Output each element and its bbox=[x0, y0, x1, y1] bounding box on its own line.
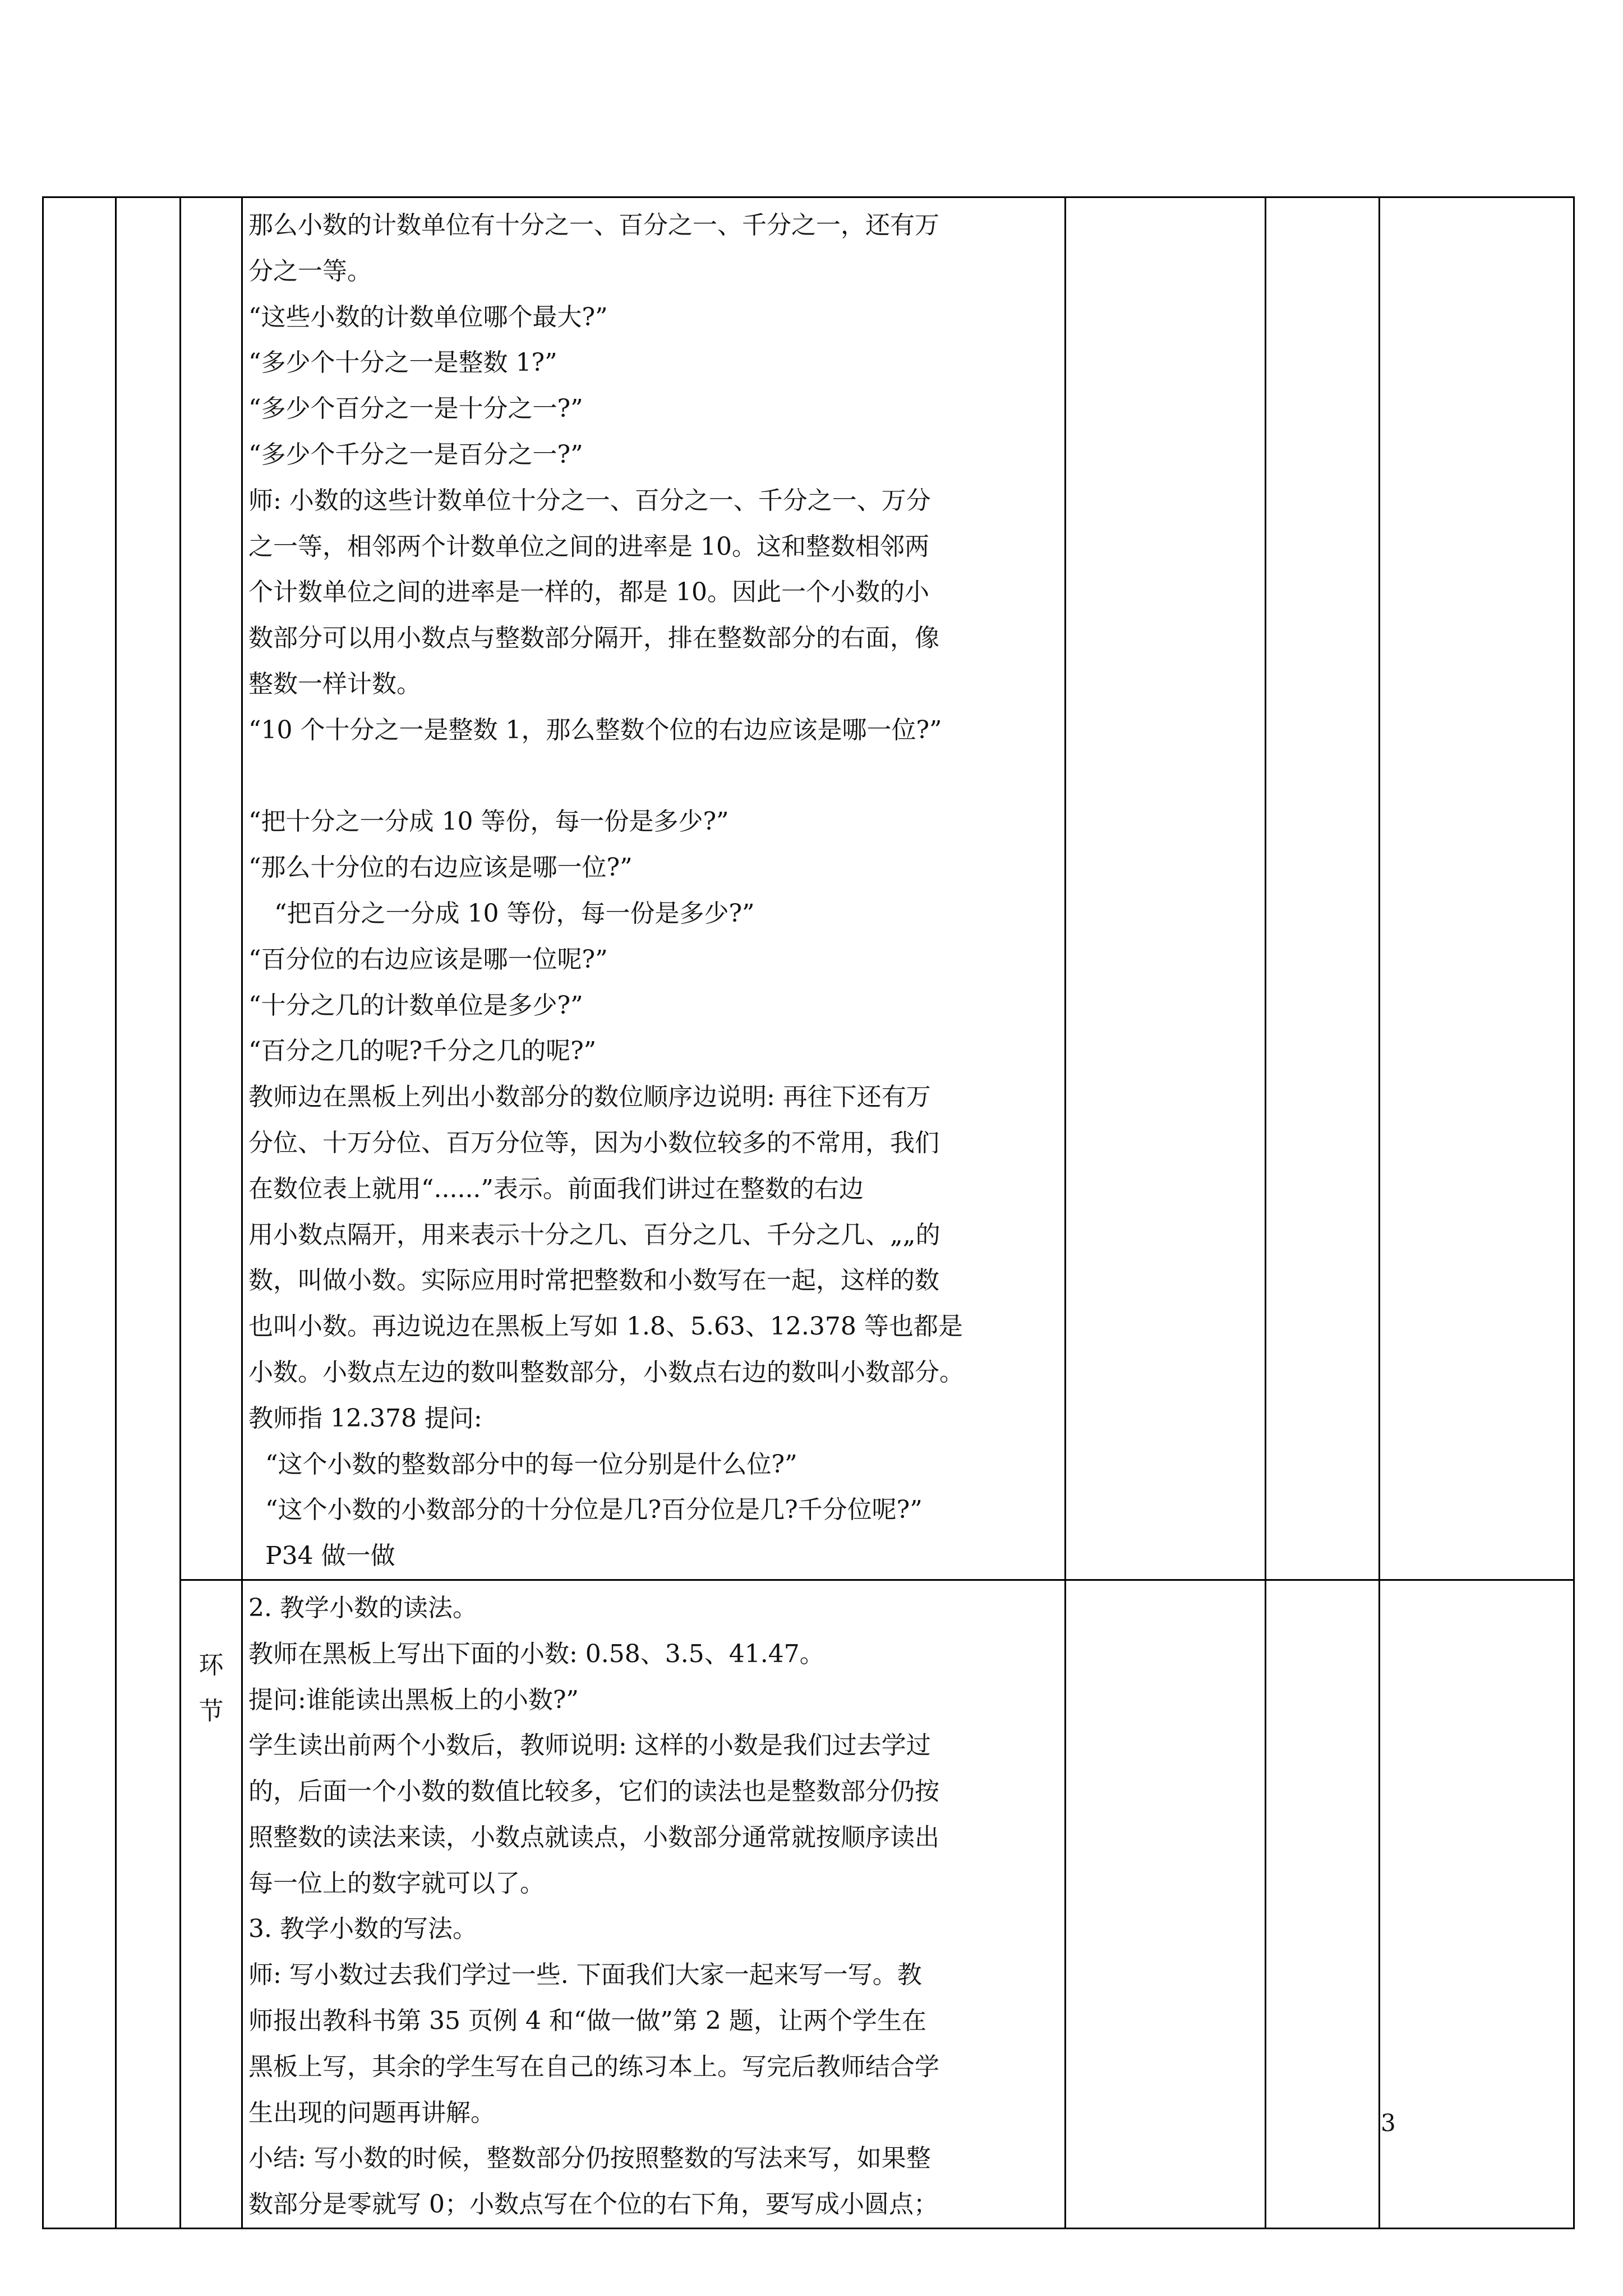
text-line: 分之一等。 bbox=[248, 256, 372, 286]
text-line: “多少个千分之一是百分之一?” bbox=[248, 440, 583, 469]
empty-cell bbox=[116, 197, 181, 2229]
text-line: “10 个十分之一是整数 1，那么整数个位的右边应该是哪一位?” bbox=[248, 715, 942, 744]
text-line: 数，叫做小数。实际应用时常把整数和小数写在一起，这样的数 bbox=[248, 1266, 939, 1295]
text-line: “那么十分位的右边应该是哪一位?” bbox=[248, 853, 633, 882]
text-line: 个计数单位之间的进率是一样的，都是 10。因此一个小数的小 bbox=[248, 578, 929, 607]
text-line: 用小数点隔开，用来表示十分之几、百分之几、千分之几、„„的 bbox=[248, 1220, 940, 1249]
table-row bbox=[43, 197, 1574, 1580]
content-cell bbox=[242, 197, 1066, 1580]
text-line: “把百分之一分成 10 等份，每一份是多少?” bbox=[274, 899, 755, 928]
table-row bbox=[43, 1580, 1574, 2228]
text-line: 也叫小数。再边说边在黑板上写如 1.8、5.63、12.378 等也都是 bbox=[248, 1312, 963, 1341]
text-line: “百分之几的呢?千分之几的呢?” bbox=[248, 1037, 597, 1066]
text-line: “多少个百分之一是十分之一?” bbox=[248, 394, 583, 424]
empty-cell bbox=[1066, 197, 1266, 1580]
text-line: “多少个十分之一是整数 1?” bbox=[248, 348, 557, 378]
empty-cell bbox=[1266, 197, 1380, 1580]
text-line: 师报出教科书第 35 页例 4 和“做一做”第 2 题，让两个学生在 bbox=[248, 2007, 926, 2036]
text-line: “百分位的右边应该是哪一位呢?” bbox=[248, 945, 608, 974]
text-line: 2. 教学小数的读法。 bbox=[248, 1593, 477, 1622]
empty-cell bbox=[1066, 1580, 1266, 2228]
text-line: 小数。小数点左边的数叫整数部分，小数点右边的数叫小数部分。 bbox=[248, 1358, 964, 1387]
section-label-char: 节 bbox=[199, 1696, 224, 1726]
text-line: 整数一样计数。 bbox=[248, 669, 421, 698]
text-line: 分位、十万分位、百万分位等，因为小数位较多的不常用，我们 bbox=[248, 1128, 939, 1157]
text-line: 黑板上写，其余的学生写在自己的练习本上。写完后教师结合学 bbox=[248, 2052, 939, 2081]
text-line: 提问:谁能读出黑板上的小数?” bbox=[248, 1685, 579, 1714]
section-label-char: 环 bbox=[199, 1650, 224, 1680]
text-line: 3. 教学小数的写法。 bbox=[248, 1915, 477, 1944]
text-line: 照整数的读法来读，小数点就读点，小数部分通常就按顺序读出 bbox=[248, 1823, 939, 1852]
section-label bbox=[181, 1581, 241, 1734]
text-line: “把十分之一分成 10 等份，每一份是多少?” bbox=[248, 807, 729, 836]
empty-cell bbox=[1380, 1580, 1574, 2228]
text-line: 教师指 12.378 提问: bbox=[248, 1404, 482, 1433]
text-line: 教师边在黑板上列出小数部分的数位顺序边说明: 再往下还有万 bbox=[248, 1083, 931, 1112]
empty-cell bbox=[1380, 197, 1574, 1580]
text-line: 在数位表上就用“......”表示。前面我们讲过在整数的右边 bbox=[248, 1174, 864, 1203]
text-line: “这个小数的小数部分的十分位是几?百分位是几?千分位呢?” bbox=[265, 1496, 923, 1525]
text-line: 那么小数的计数单位有十分之一、百分之一、千分之一，还有万 bbox=[248, 211, 939, 240]
text-line: 生出现的问题再讲解。 bbox=[248, 2098, 495, 2127]
text-line: 师: 小数的这些计数单位十分之一、百分之一、千分之一、万分 bbox=[248, 486, 931, 515]
text-line: 教师在黑板上写出下面的小数: 0.58、3.5、41.47。 bbox=[248, 1639, 824, 1668]
text-line: “这个小数的整数部分中的每一位分别是什么位?” bbox=[265, 1450, 797, 1479]
text-line: 数部分是零就写 0；小数点写在个位的右下角，要写成小圆点； bbox=[248, 2190, 938, 2219]
text-line: P34 做一做 bbox=[265, 1542, 395, 1571]
text-line: 小结: 写小数的时候，整数部分仍按照整数的写法来写，如果整 bbox=[248, 2144, 931, 2173]
text-line: “这些小数的计数单位哪个最大?” bbox=[248, 302, 608, 332]
text-line: 数部分可以用小数点与整数部分隔开，排在整数部分的右面，像 bbox=[248, 624, 939, 653]
page-number: 3 bbox=[1381, 2109, 1396, 2137]
text-line: 学生读出前两个小数后，教师说明: 这样的小数是我们过去学过 bbox=[248, 1731, 931, 1760]
text-line: 每一位上的数字就可以了。 bbox=[248, 1869, 545, 1898]
section-label-cell bbox=[181, 197, 242, 1580]
empty-cell bbox=[43, 197, 116, 2229]
section2-text bbox=[243, 1581, 1064, 2228]
text-line: “十分之几的计数单位是多少?” bbox=[248, 991, 583, 1020]
blank-line bbox=[248, 753, 1058, 799]
lesson-plan-table bbox=[42, 196, 1575, 2229]
content-cell bbox=[242, 1580, 1066, 2228]
text-line: 师: 写小数过去我们学过一些. 下面我们大家一起来写一写。教 bbox=[248, 1961, 922, 1990]
text-line: 之一等，相邻两个计数单位之间的进率是 10。这和整数相邻两 bbox=[248, 532, 929, 561]
section-label-cell bbox=[181, 1580, 242, 2228]
empty-cell bbox=[1266, 1580, 1380, 2228]
text-line: 的，后面一个小数的数值比较多，它们的读法也是整数部分仍按 bbox=[248, 1777, 939, 1806]
section1-text bbox=[243, 198, 1064, 1579]
